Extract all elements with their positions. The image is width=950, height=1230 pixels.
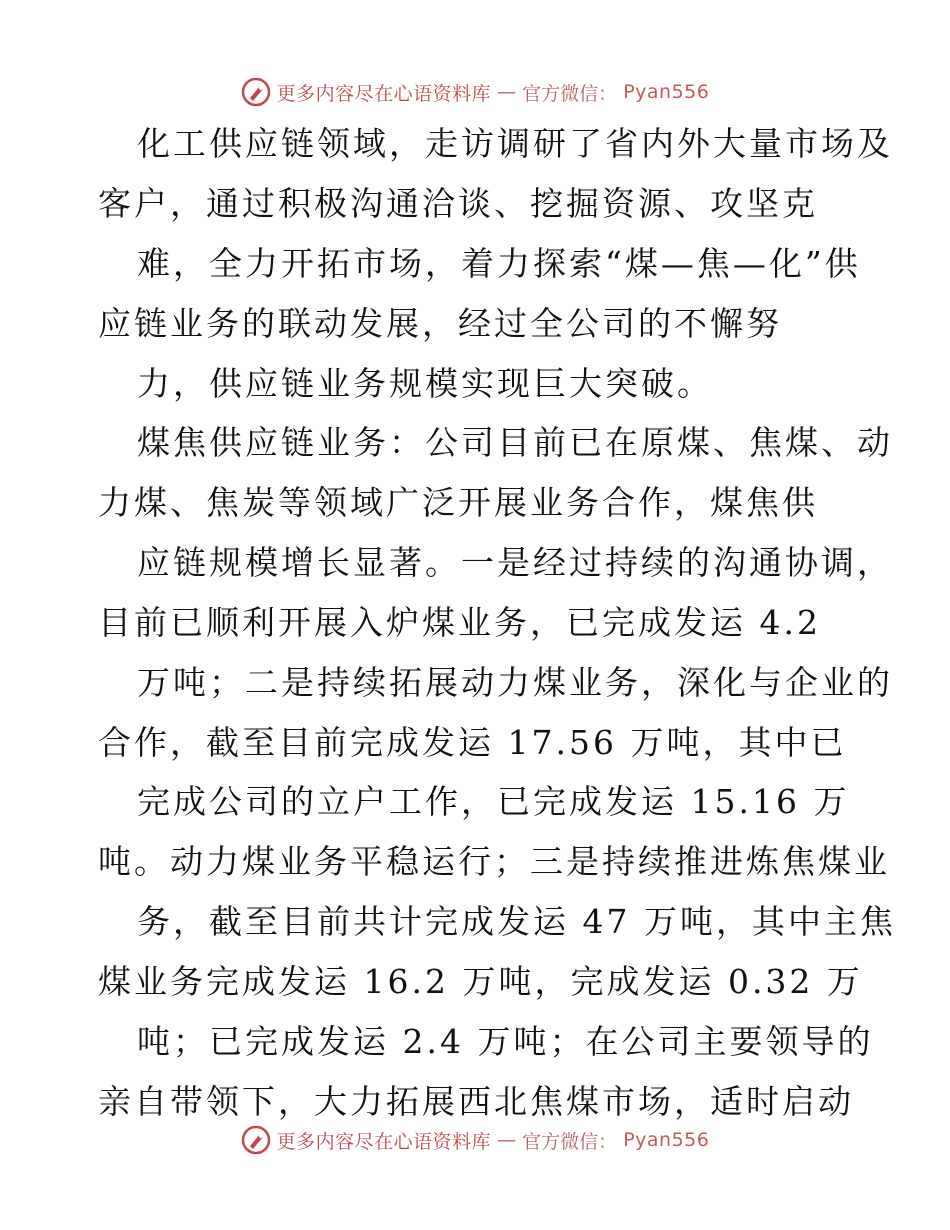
watermark-text: 更多内容尽在心语资料库 <box>276 1130 492 1153</box>
watermark-contact-label: 官方微信： <box>522 82 618 105</box>
text-line: 客户，通过积极沟通洽谈、挖掘资源、攻坚克 <box>98 184 818 223</box>
text-line: 吨。动力煤业务平稳运行；三是持续推进炼焦煤业 <box>98 842 890 881</box>
watermark-wechat-id: Pyan556 <box>623 1129 710 1151</box>
text-line: 完成公司的立户工作，已完成发运 15.16 万 <box>137 782 850 821</box>
text-line: 煤业务完成发运 16.2 万吨，完成发运 0.32 万 <box>98 962 863 1001</box>
watermark-text: 更多内容尽在心语资料库 <box>276 82 492 105</box>
text-line: 力，供应链业务规模实现巨大突破。 <box>137 364 713 403</box>
pen-nib-seal-icon <box>241 77 271 107</box>
text-line: 万吨；二是持续拓展动力煤业务，深化与企业的 <box>137 663 893 702</box>
text-line: 应链规模增长显著。一是经过持续的沟通协调， <box>137 543 893 582</box>
watermark-separator: — <box>497 81 517 103</box>
watermark-separator: — <box>497 1129 517 1151</box>
pen-nib-seal-icon <box>241 1125 271 1155</box>
text-line: 煤焦供应链业务：公司目前已在原煤、焦煤、动 <box>137 423 893 462</box>
text-line: 合作，截至目前完成发运 17.56 万吨，其中已 <box>98 723 847 762</box>
watermark-wechat-id: Pyan556 <box>623 81 710 103</box>
text-line: 亲自带领下，大力拓展西北焦煤市场，适时启动 <box>98 1082 854 1121</box>
text-line: 难，全力开拓市场，着力探索“煤—焦—化”供 <box>137 244 861 283</box>
footer-watermark <box>0 1120 950 1160</box>
text-line: 目前已顺利开展入炉煤业务，已完成发运 4.2 <box>98 603 821 642</box>
watermark-contact-label: 官方微信： <box>522 1130 618 1153</box>
text-line: 力煤、焦炭等领域广泛开展业务合作，煤焦供 <box>98 483 818 522</box>
text-line: 务，截至目前共计完成发运 47 万吨，其中主焦 <box>137 902 896 941</box>
text-line: 化工供应链领域，走访调研了省内外大量市场及 <box>137 124 893 163</box>
text-line: 吨；已完成发运 2.4 万吨；在公司主要领导的 <box>137 1022 874 1061</box>
header-watermark <box>0 72 950 112</box>
text-line: 应链业务的联动发展，经过全公司的不懈努 <box>98 304 782 343</box>
